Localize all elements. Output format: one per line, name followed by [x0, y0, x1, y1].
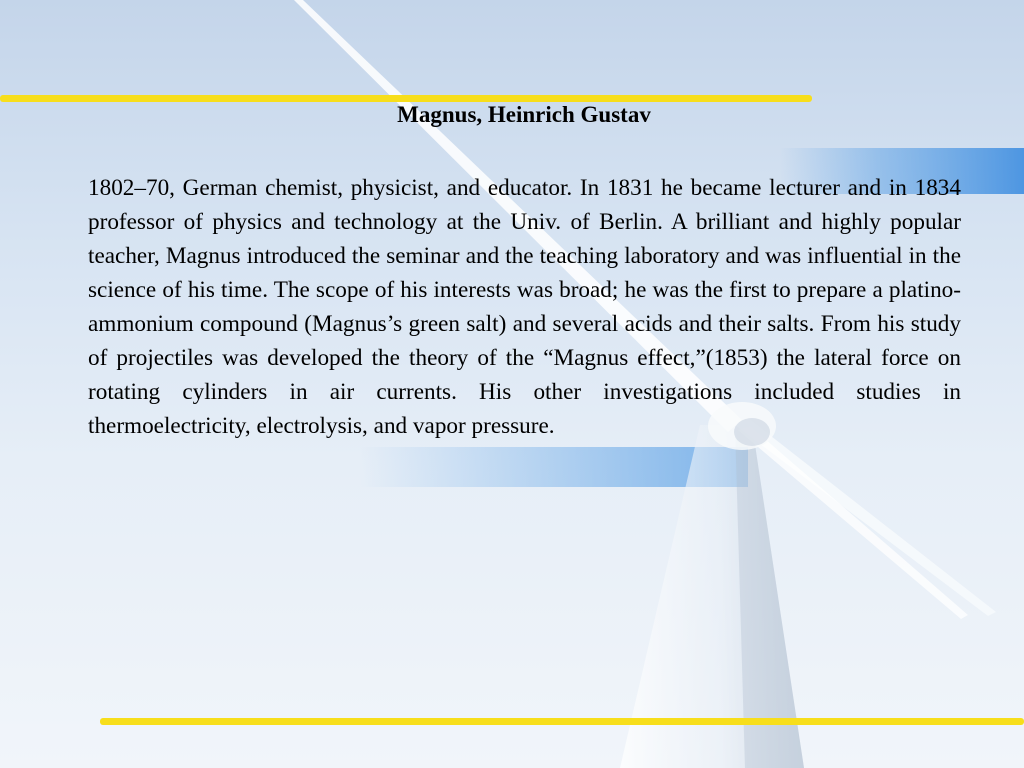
slide-body-text: 1802–70, German chemist, physicist, and educator. In 1831 he became lecturer and in 1834 professor of physics and technology at the Univ. of Berlin. A brilliant and highly popular teacher, Magnus introduced the seminar and the teaching laboratory and was influential in the science of his time. The scope of his interests was broad; he was the first to prepare a platino-ammonium compound (Magnus’s green salt) and several acids and their salts. From his study of projectiles was developed the theory of the “Magnus effect,”(1853) the lateral force on rotating cylinders in air currents. His other investigations included studies in thermoelectricity, electrolysis, and vapor pressure. — [88, 175, 961, 439]
bottom-yellow-rule — [100, 718, 1024, 725]
slide-title: Magnus, Heinrich Gustav — [397, 102, 651, 127]
top-yellow-rule — [0, 95, 812, 102]
